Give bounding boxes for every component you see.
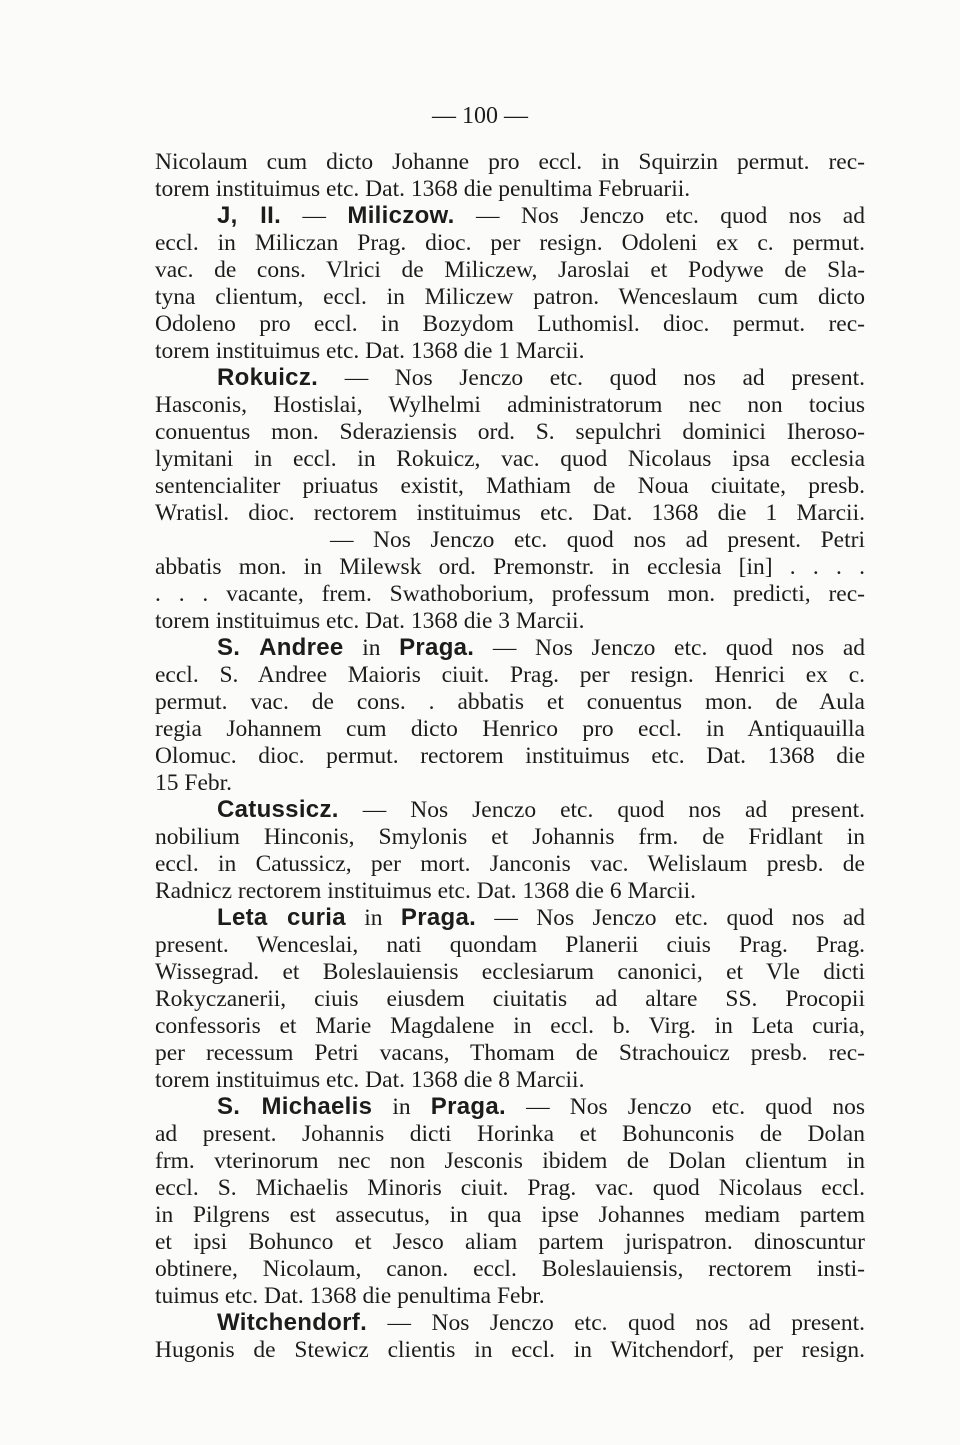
line-text: frm. vterinorum nec non Jesconis ibidem de Dolan clientum in bbox=[155, 1148, 865, 1174]
line-text: — Nos Jenczo etc. quod nos ad bbox=[474, 635, 865, 661]
text-line bbox=[155, 310, 865, 338]
line-text: — bbox=[281, 203, 348, 229]
text-line bbox=[155, 553, 865, 581]
place-heading: S. Andree bbox=[217, 634, 344, 661]
text-line bbox=[155, 445, 865, 473]
text-line bbox=[155, 958, 865, 986]
entry-heading-line bbox=[217, 904, 865, 932]
text-line bbox=[155, 499, 865, 527]
line-text: confessoris et Marie Magdalene in eccl. b. Virg. in Leta curia, bbox=[155, 1013, 865, 1039]
line-text: torem instituimus etc. Dat. 1368 die 8 Marcii. bbox=[155, 1067, 585, 1093]
line-text: tyna clientum, eccl. in Miliczew patron. Wenceslaum cum dicto bbox=[155, 284, 865, 310]
entry-heading-line bbox=[217, 796, 865, 824]
line-text: torem instituimus etc. Dat. 1368 die 1 Marcii. bbox=[155, 338, 585, 364]
text-line bbox=[155, 742, 865, 770]
line-text: Odoleno pro eccl. in Bozydom Luthomisl. dioc. permut. rec- bbox=[155, 311, 865, 337]
line-text: — Nos Jenczo etc. quod nos ad bbox=[454, 203, 865, 229]
place-heading: J, II. bbox=[217, 202, 282, 229]
line-text: eccl. in Miliczan Prag. dioc. per resign. Odoleni ex c. permut. bbox=[155, 230, 865, 256]
line-text: in bbox=[345, 905, 401, 931]
place-heading: Witchendorf. bbox=[217, 1309, 368, 1336]
text-line bbox=[155, 985, 865, 1013]
entry-heading-line bbox=[217, 202, 865, 230]
text-line bbox=[155, 1012, 865, 1040]
line-text: ad present. Johannis dicti Horinka et Bohunconis de Dolan bbox=[155, 1121, 865, 1147]
line-text: per recessum Petri vacans, Thomam de Strachouicz presb. rec- bbox=[155, 1040, 865, 1066]
text-line bbox=[155, 1282, 865, 1310]
place-heading: Rokuicz. bbox=[217, 364, 319, 391]
line-text: sentencialiter priuatus existit, Mathiam de Noua ciuitate, presb. bbox=[155, 473, 865, 499]
text-line bbox=[155, 1174, 865, 1202]
line-text: vac. de cons. Vlrici de Miliczew, Jaroslai et Podywe de Sla- bbox=[155, 257, 865, 283]
text-line bbox=[155, 229, 865, 257]
entry-heading-line bbox=[217, 1093, 865, 1121]
line-text: nobilium Hinconis, Smylonis et Johannis frm. de Fridlant in bbox=[155, 824, 865, 850]
text-line bbox=[155, 850, 865, 878]
line-text: Wissegrad. et Boleslauiensis ecclesiarum canonici, et Vle dicti bbox=[155, 959, 865, 985]
text-line bbox=[155, 715, 865, 743]
line-text: — Nos Jenczo etc. quod nos ad present. bbox=[338, 797, 865, 823]
text-line bbox=[155, 607, 865, 635]
place-heading: Leta curia bbox=[217, 904, 346, 931]
text-line bbox=[155, 1039, 865, 1067]
text-line bbox=[155, 256, 865, 284]
place-heading: Catussicz. bbox=[217, 796, 339, 823]
line-text: present. Wenceslai, nati quondam Planerii ciuis Prag. Prag. bbox=[155, 932, 865, 958]
text-line bbox=[155, 472, 865, 500]
line-text: et ipsi Bohunco et Jesco aliam partem jurispatron. dinoscuntur bbox=[155, 1229, 865, 1255]
place-heading: Praga. bbox=[399, 634, 475, 661]
line-text: in bbox=[372, 1094, 431, 1120]
line-text: . . . vacante, frem. Swathoborium, professum mon. predicti, rec- bbox=[155, 581, 865, 607]
line-text: abbatis mon. in Milewsk ord. Premonstr. in ecclesia [in] . . . . bbox=[155, 554, 865, 580]
line-text: Nicolaum cum dicto Johanne pro eccl. in Squirzin permut. rec- bbox=[155, 149, 865, 175]
line-text: Hugonis de Stewicz clientis in eccl. in Witchendorf, per resign. bbox=[155, 1337, 865, 1363]
entry-heading-line bbox=[217, 364, 865, 392]
text-line bbox=[155, 661, 865, 689]
line-text: — Nos Jenczo etc. quod nos ad present. bbox=[367, 1310, 865, 1336]
text-line bbox=[155, 769, 865, 797]
text-line bbox=[155, 823, 865, 851]
line-text: — Nos Jenczo etc. quod nos ad bbox=[476, 905, 865, 931]
place-heading: S. Michaelis bbox=[217, 1093, 373, 1120]
line-text: torem instituimus etc. Dat. 1368 die penultima Februarii. bbox=[155, 176, 691, 202]
entry-heading-line bbox=[217, 1309, 865, 1337]
text-line bbox=[155, 148, 865, 176]
line-text: lymitani in eccl. in Rokuicz, vac. quod Nicolaus ipsa ecclesia bbox=[155, 446, 865, 472]
text-line bbox=[155, 1147, 865, 1175]
line-text: eccl. S. Michaelis Minoris ciuit. Prag. vac. quod Nicolaus eccl. bbox=[155, 1175, 865, 1201]
text-line bbox=[155, 688, 865, 716]
line-text: eccl. in Catussicz, per mort. Janconis vac. Welislaum presb. de bbox=[155, 851, 865, 877]
line-text: torem instituimus etc. Dat. 1368 die 3 Marcii. bbox=[155, 608, 585, 634]
line-text: Radnicz rectorem instituimus etc. Dat. 1368 die 6 Marcii. bbox=[155, 878, 697, 904]
line-text: Hasconis, Hostislai, Wylhelmi administratorum nec non tocius bbox=[155, 392, 865, 418]
line-text: obtinere, Nicolaum, canon. eccl. Boleslauiensis, rectorem insti- bbox=[155, 1256, 865, 1282]
entry-heading-line bbox=[217, 634, 865, 662]
place-heading: Praga. bbox=[430, 1093, 506, 1120]
text-line bbox=[155, 1336, 865, 1364]
line-text: permut. vac. de cons. . abbatis et conuentus mon. de Aula bbox=[155, 689, 865, 715]
text-line bbox=[155, 1228, 865, 1256]
line-text: 15 Febr. bbox=[155, 770, 233, 796]
text-line bbox=[155, 1201, 865, 1229]
line-text: Rokyczanerii, ciuis eiusdem ciuitatis ad altare SS. Procopii bbox=[155, 986, 865, 1012]
text-line bbox=[155, 1120, 865, 1148]
line-text: Wratisl. dioc. rectorem instituimus etc. Dat. 1368 die 1 Marcii. bbox=[155, 500, 865, 526]
text-line bbox=[155, 931, 865, 959]
text-line bbox=[155, 175, 865, 203]
place-heading: Miliczow. bbox=[347, 202, 455, 229]
line-text: regia Johannem cum dicto Henrico pro eccl. in Antiquauilla bbox=[155, 716, 865, 742]
text-line bbox=[155, 391, 865, 419]
page-number: — 100 — bbox=[432, 103, 528, 129]
text-line bbox=[155, 283, 865, 311]
line-text: eccl. S. Andree Maioris ciuit. Prag. per resign. Henrici ex c. bbox=[155, 662, 865, 688]
line-text: in Pilgrens est assecutus, in qua ipse Johannes mediam partem bbox=[155, 1202, 865, 1228]
text-line bbox=[155, 580, 865, 608]
line-text: — Nos Jenczo etc. quod nos ad present. bbox=[318, 365, 865, 391]
text-line bbox=[155, 1066, 865, 1094]
line-text: Olomuc. dioc. permut. rectorem instituimus etc. Dat. 1368 die bbox=[155, 743, 865, 769]
text-line bbox=[155, 877, 865, 905]
line-text: conuentus mon. Sderaziensis ord. S. sepulchri dominici Iheroso- bbox=[155, 419, 865, 445]
line-text: — Nos Jenczo etc. quod nos bbox=[505, 1094, 865, 1120]
text-line bbox=[155, 418, 865, 446]
text-line bbox=[330, 526, 865, 554]
text-line bbox=[155, 337, 865, 365]
place-heading: Praga. bbox=[400, 904, 477, 931]
line-text: — Nos Jenczo etc. quod nos ad present. Petri bbox=[330, 527, 865, 553]
line-text: tuimus etc. Dat. 1368 die penultima Febr. bbox=[155, 1283, 545, 1309]
text-line bbox=[155, 1255, 865, 1283]
line-text: in bbox=[343, 635, 400, 661]
